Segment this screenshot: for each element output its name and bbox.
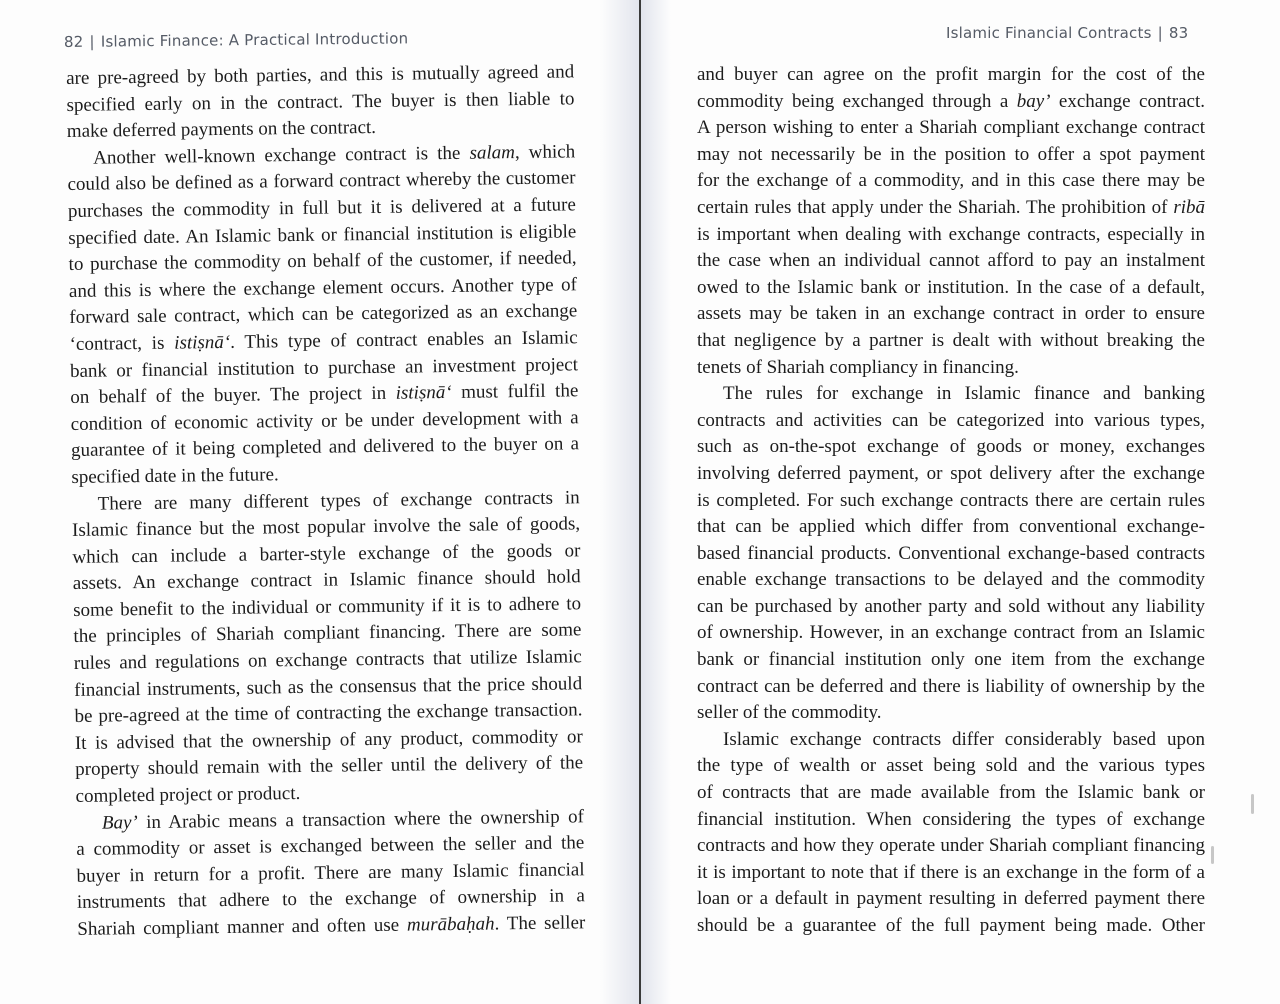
text-run: involving deferred payment, or spot delivery after the exchange [697, 462, 1205, 484]
text-run: forward sale contract, which can be categorized as an exchange [69, 300, 578, 329]
text-line [697, 328, 1205, 355]
text-run: is important when dealing with exchange contracts, especially in [697, 223, 1205, 245]
text-run: financial instruments, such as the consensus that the price should [74, 672, 583, 701]
text-run: contracts and how they operate under Shariah compliant financing [697, 835, 1205, 857]
left-page-number: 82 [63, 32, 84, 51]
text-run: financial institution. When considering the types of exchange [697, 808, 1205, 830]
text-line [697, 753, 1205, 780]
text-run: specified early on in the contract. The buyer is then liable to [66, 87, 575, 116]
text-run: based financial products. Conventional exchange-based contracts [697, 542, 1205, 564]
left-running-head [64, 29, 408, 51]
text-run: instruments that adhere to the exchange of ownership in a [76, 885, 586, 914]
text-line [77, 910, 585, 943]
text-run: . This type of contract enables an Islamic [230, 327, 578, 353]
text-run: A person wishing to enter a Shariah compliant exchange contract [697, 117, 1205, 139]
italic-term: murābaḥah [406, 913, 495, 936]
pencil-mark [1251, 794, 1254, 814]
text-line [697, 275, 1205, 302]
text-run: buyer in return for a profit. There are many Islamic financial [76, 859, 585, 887]
text-run: tenets of Shariah compliancy in financing. [697, 356, 1019, 378]
text-line [697, 647, 1205, 674]
text-line [697, 567, 1205, 594]
text-line [697, 168, 1205, 195]
text-run: the case when an individual cannot afford to pay an instalment [697, 250, 1205, 272]
right-running-head [946, 24, 1188, 42]
text-run: seller of the commodity. [697, 702, 882, 724]
text-line [697, 461, 1205, 488]
text-run: may not necessarily be in the position to offer a spot payment [697, 143, 1205, 165]
text-run: make deferred payments on the contract. [66, 117, 377, 143]
text-line [697, 355, 1205, 382]
left-head-separator: | [89, 32, 95, 51]
text-line [697, 301, 1205, 328]
text-run: ‘contract, is [69, 332, 175, 355]
text-line [697, 62, 1205, 89]
italic-term: istiṣnā‘ [395, 382, 452, 404]
text-line [697, 860, 1205, 887]
text-line [697, 674, 1205, 701]
text-run: exchange contract. [1050, 90, 1205, 112]
text-run: Shariah compliant manner and often use [77, 914, 408, 940]
text-run: property should remain with the seller until the delivery of the [75, 752, 584, 781]
text-run: There are many different types of exchange contracts in [97, 486, 580, 515]
italic-term: ribā [1173, 196, 1205, 218]
text-run: a commodity or asset is exchanged between the seller and the [76, 832, 585, 861]
text-run: specified date. An Islamic bank or financial institution is eligible [68, 220, 577, 249]
text-run: assets. An exchange contract in Islamic finance should hold [72, 566, 581, 595]
text-run: and this is where the exchange element occurs. Another type of [68, 274, 578, 302]
italic-term: salam [469, 141, 516, 164]
text-run: on behalf of the buyer. The project in [70, 382, 396, 409]
text-run: rules and regulations on exchange contracts that utilize Islamic [73, 646, 582, 675]
gutter-shadow-right [641, 0, 671, 1004]
italic-term: Bay’ [101, 811, 138, 834]
text-run: Islamic exchange contracts differ considerably based upon [723, 728, 1205, 750]
text-run: be pre-agreed at the time of contracting the exchange transaction. [74, 699, 583, 728]
text-run: the principles of Shariah compliant financing. There are some [73, 619, 582, 648]
text-run: , which [514, 141, 576, 163]
text-run: enable exchange transactions to be delayed and the commodity [697, 569, 1205, 591]
italic-term: istiṣnā‘ [174, 331, 231, 354]
text-run: condition of economic activity or be under development with a [70, 407, 579, 435]
text-line [697, 780, 1205, 807]
text-run: that can be applied which differ from conventional exchange- [697, 516, 1205, 538]
italic-term: bay’ [1016, 90, 1051, 112]
text-line [697, 727, 1205, 754]
text-run: contract can be deferred and there is liability of ownership by the [697, 675, 1205, 697]
text-run: Islamic finance but the most popular involve the sale of goods, [71, 513, 581, 542]
text-run: loan or a default in payment resulting in deferred payment there [697, 888, 1205, 910]
text-line [697, 195, 1205, 222]
text-line [697, 541, 1205, 568]
text-run: could also be defined as a forward contract whereby the customer [67, 167, 576, 196]
text-run: can be purchased by another party and sold without any liability [697, 595, 1205, 617]
right-running-title: Islamic Financial Contracts [946, 24, 1152, 42]
book-spine [639, 0, 641, 1004]
text-run: for the exchange of a commodity, and in this case there may be [697, 170, 1205, 192]
text-run: some benefit to the individual or community if it is to adhere to [72, 593, 582, 621]
text-run: bank or financial institution to purchase an investment project [69, 353, 579, 382]
text-run: . The seller [494, 912, 586, 935]
text-run: commodity being exchanged through a [697, 90, 1017, 112]
text-line [697, 488, 1205, 515]
text-run: specified date in the future. [71, 464, 279, 488]
text-line [697, 833, 1205, 860]
gutter-shadow-left [600, 0, 640, 1004]
text-line [697, 620, 1205, 647]
text-run: Another well-known exchange contract is the [93, 142, 470, 169]
text-run: the type of wealth or asset being sold and the various types [697, 755, 1205, 777]
text-run: of ownership. However, in an exchange contract from an Islamic [697, 622, 1205, 644]
text-run: purchases the commodity in full but it is delivered at a future [67, 194, 576, 222]
text-run: assets may be taken in an exchange contract in order to ensure [697, 303, 1205, 325]
text-run: of contracts that are made available from the Islamic bank or [697, 782, 1205, 804]
text-line [697, 408, 1205, 435]
text-run: guarantee of it being completed and delivered to the buyer on a [70, 433, 580, 462]
text-run: should be a guarantee of the full payment being made. Other [697, 915, 1205, 936]
text-line [697, 700, 1205, 727]
text-run: to purchase the commodity on behalf of the customer, if needed, [68, 247, 577, 276]
text-line [697, 115, 1205, 142]
text-line [697, 142, 1205, 169]
right-body-text [697, 62, 1205, 940]
text-run: which can include a barter-style exchange of the goods or [72, 539, 581, 568]
right-page-number: 83 [1168, 24, 1189, 42]
text-line [697, 89, 1205, 116]
text-run: such as on-the-spot exchange of goods or money, exchanges [697, 436, 1205, 458]
text-line [697, 807, 1205, 834]
text-line [697, 594, 1205, 621]
text-line [697, 434, 1205, 461]
text-run: is completed. For such exchange contracts there are certain rules [697, 489, 1205, 511]
text-run: must fulfil the [451, 380, 579, 404]
text-run: bank or financial institution only one item from the exchange [697, 649, 1205, 671]
text-run: It is advised that the ownership of any product, commodity or [74, 726, 583, 754]
right-page [640, 0, 1280, 1004]
text-line [697, 913, 1205, 940]
pencil-mark [1211, 846, 1214, 864]
left-body-text [66, 59, 585, 943]
text-run: it is important to note that if there is an exchange in the form of a [697, 861, 1205, 883]
text-run: are pre-agreed by both parties, and this is mutually agreed and [66, 61, 575, 89]
text-run: The rules for exchange in Islamic finance and banking [723, 383, 1205, 405]
text-line [697, 248, 1205, 275]
text-line [697, 886, 1205, 913]
right-head-separator: | [1157, 24, 1163, 42]
text-run: and buyer can agree on the profit margin for the cost of the [697, 64, 1205, 85]
text-line [697, 514, 1205, 541]
left-running-title: Islamic Finance: A Practical Introduction [100, 29, 409, 51]
text-run: in Arabic means a transaction where the ownership of [137, 805, 585, 833]
text-run: certain rules that apply under the Shariah. The prohibition of [697, 196, 1174, 218]
text-line [697, 381, 1205, 408]
text-run: owed to the Islamic bank or institution. In the case of a default, [697, 276, 1205, 298]
text-run: completed project or product. [75, 783, 301, 807]
text-run: contracts and activities can be categorized into various types, [697, 409, 1205, 431]
text-run: that negligence by a partner is dealt with without breaking the [697, 329, 1205, 351]
text-line [697, 222, 1205, 249]
